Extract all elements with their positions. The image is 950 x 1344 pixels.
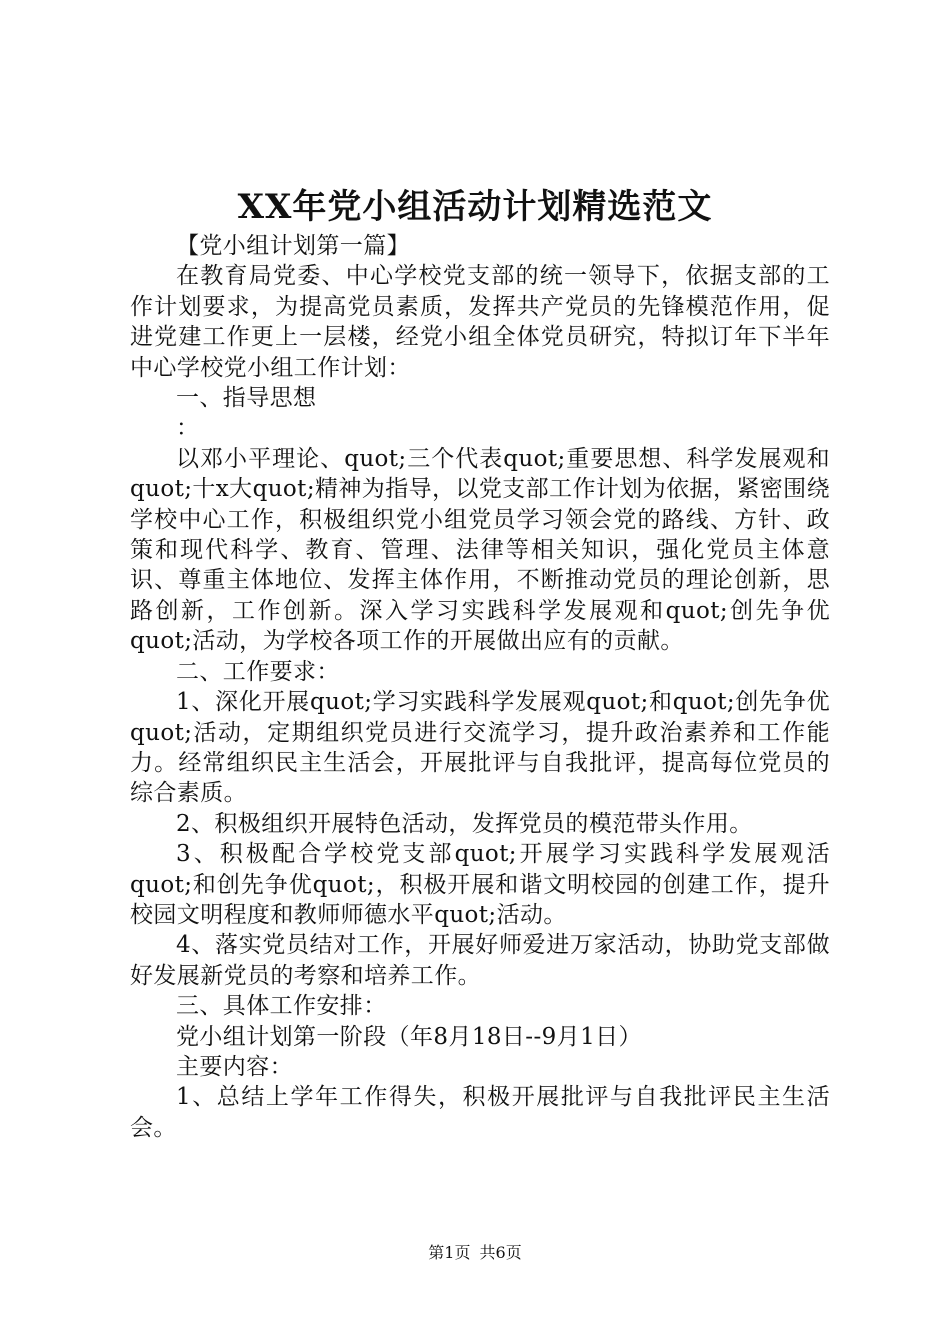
requirement-item-1: 1、深化开展quot;学习实践科学发展观quot;和quot;创先争优quot;活动，定期组织党员进行交流学习，提升政治素养和工作能力。经常组织民主生活会，开展批评与自我批评，提高每位党员的综合素质。 — [130, 689, 830, 807]
document-body — [130, 231, 830, 1143]
requirement-item-4: 4、落实党员结对工作，开展好师爱进万家活动，协助党支部做好发展新党员的考察和培养工作。 — [130, 932, 830, 989]
phase-one-heading: 党小组计划第一阶段（年8月18日--9月1日） — [176, 1023, 642, 1050]
intro-paragraph: 在教育局党委、中心学校党支部的统一领导下，依据支部的工作计划要求，为提高党员素质，发挥共产党员的先锋模范作用，促进党建工作更上一层楼，经党小组全体党员研究，特拟订年下半年中心学校党小组工作计划： — [130, 263, 830, 381]
document-title: XX年党小组活动计划精选范文 — [237, 187, 713, 227]
section-heading-first-plan: 【党小组计划第一篇】 — [176, 233, 410, 259]
page-number-total: 共6页 — [479, 1243, 522, 1262]
heading-work-arrangement: 三、具体工作安排： — [176, 993, 387, 1020]
main-content-label: 主要内容： — [176, 1053, 293, 1080]
heading-work-requirements: 二、工作要求： — [176, 658, 340, 685]
page-number-current: 第1页 — [428, 1243, 471, 1262]
colon-line: ： — [176, 415, 200, 442]
heading-guiding-thought: 一、指导思想 — [176, 385, 317, 412]
guiding-thought-paragraph: 以邓小平理论、quot;三个代表quot;重要思想、科学发展观和quot;十x大quot;精神为指导，以党支部工作计划为依据，紧密围绕学校中心工作，积极组织党小组党员学习领会党的路线、方针、政策和现代科学、教育、管理、法律等相关知识，强化党员主体意识、尊重主体地位、发挥主体作用，不断推动党员的理论创新，思路创新，工作创新。深入学习实践科学发展观和quot;创先争优quot;活动，为学校各项工作的开展做出应有的贡献。 — [130, 445, 830, 655]
requirement-item-3: 3、积极配合学校党支部quot;开展学习实践科学发展观活quot;和创先争优quot;，积极开展和谐文明校园的创建工作，提升校园文明程度和教师师德水平quot;活动。 — [130, 841, 830, 928]
page-footer — [0, 1241, 950, 1265]
requirement-item-2: 2、积极组织开展特色活动，发挥党员的模范带头作用。 — [176, 810, 753, 837]
phase-one-item-1: 1、总结上学年工作得失，积极开展批评与自我批评民主生活会。 — [130, 1084, 830, 1141]
